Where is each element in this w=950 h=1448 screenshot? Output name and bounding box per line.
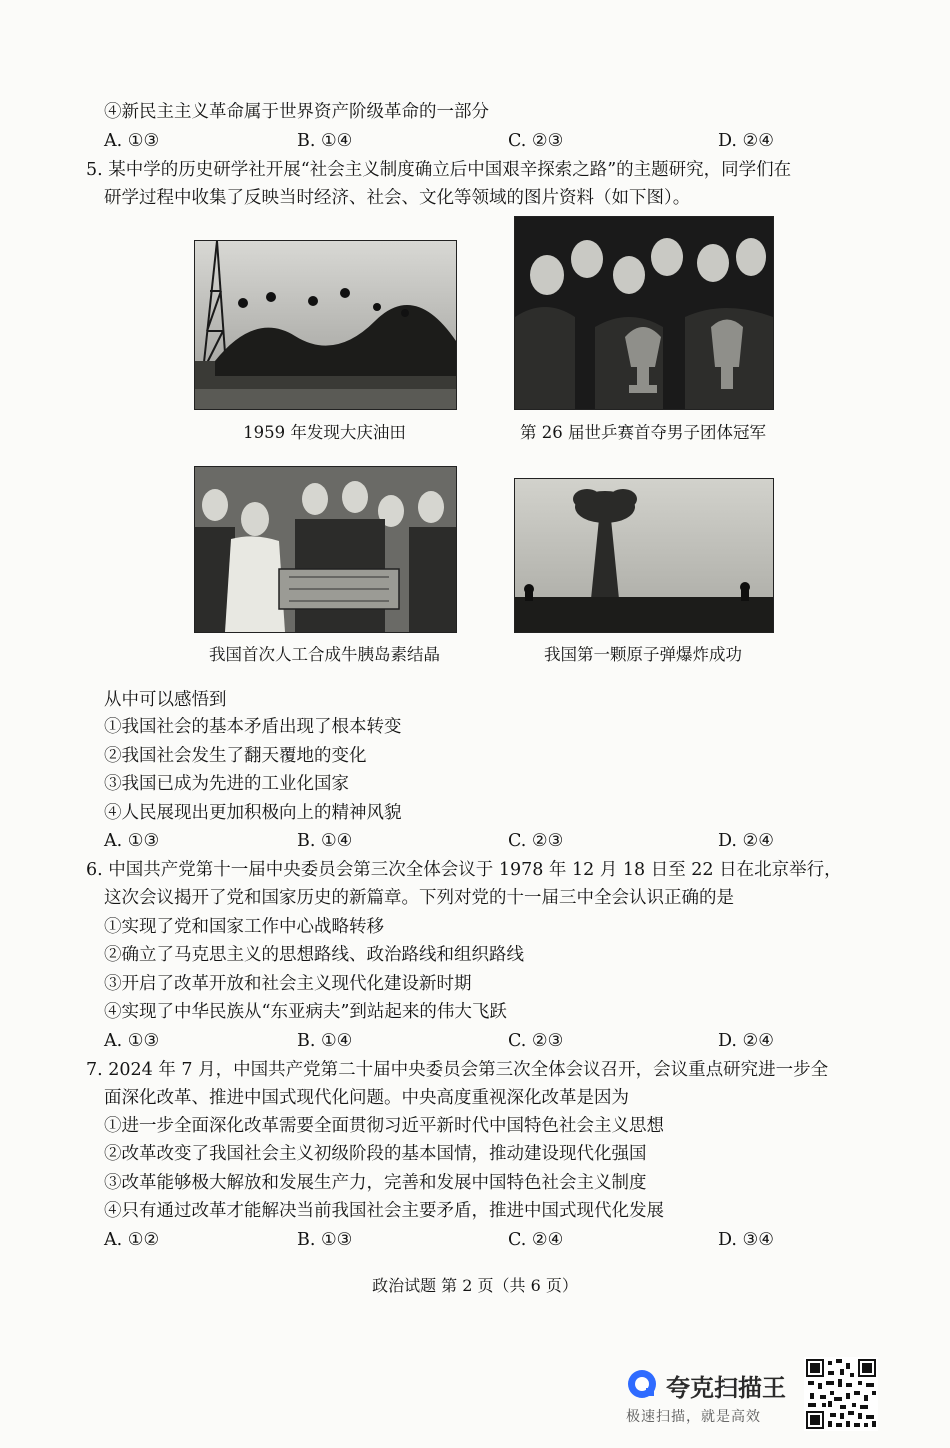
q5-item-2: ②我国社会发生了翻天覆地的变化 (104, 746, 367, 766)
page-footer: 政治试题 第 2 页（共 6 页） (372, 1276, 578, 1295)
oilfield-image (195, 241, 456, 409)
q4-option-a: A. ①③ (104, 131, 160, 151)
q7-option-b: B. ①③ (297, 1230, 353, 1250)
photo-daqing-oilfield (194, 240, 457, 410)
q5-item-1: ①我国社会的基本矛盾出现了根本转变 (104, 717, 402, 737)
q7-item-4: ④只有通过改革才能解决当前我国社会主要矛盾，推进中国式现代化发展 (104, 1201, 664, 1221)
q5-item-4: ④人民展现出更加积极向上的精神风貌 (104, 803, 402, 823)
q6-item-1: ①实现了党和国家工作中心战略转移 (104, 917, 384, 937)
photo-caption-3: 我国首次人工合成牛胰岛素结晶 (209, 645, 440, 664)
q4-option-d: D. ②④ (718, 131, 774, 151)
q6-item-2: ②确立了马克思主义的思想路线、政治路线和组织路线 (104, 945, 524, 965)
q6-option-c: C. ②③ (508, 1031, 564, 1051)
q4-option-b: B. ①④ (297, 131, 353, 151)
scanner-watermark (622, 1362, 802, 1432)
q7-item-3: ③改革能够极大解放和发展生产力，完善和发展中国特色社会主义制度 (104, 1173, 647, 1193)
table-tennis-image (515, 217, 773, 409)
q7-stem-line-2: 面深化改革、推进中国式现代化问题。中央高度重视深化改革是因为 (104, 1088, 629, 1108)
photo-caption-4: 我国第一颗原子弹爆炸成功 (544, 645, 742, 664)
insulin-image (195, 467, 456, 632)
q5-lead: 从中可以感悟到 (104, 690, 227, 710)
q6-stem-line-2: 这次会议揭开了党和国家历史的新篇章。下列对党的十一届三中全会认识正确的是 (104, 888, 734, 908)
q6-option-a: A. ①③ (104, 1031, 160, 1051)
q7-option-d: D. ③④ (718, 1230, 774, 1250)
q5-stem-line-2: 研学过程中收集了反映当时经济、社会、文化等领域的图片资料（如下图）。 (104, 188, 691, 208)
q5-option-c: C. ②③ (508, 831, 564, 851)
q7-option-a: A. ①② (104, 1230, 160, 1250)
photo-caption-1: 1959 年发现大庆油田 (243, 423, 406, 442)
q5-option-d: D. ②④ (718, 831, 774, 851)
q5-stem-line-1: 5. 某中学的历史研学社开展“社会主义制度确立后中国艰辛探索之路”的主题研究，同学们在 (86, 160, 792, 180)
brand-name: 夸克扫描王 (666, 1374, 786, 1402)
photo-atomic-bomb (514, 478, 774, 633)
photo-insulin-synthesis (194, 466, 457, 633)
q5-option-b: B. ①④ (297, 831, 353, 851)
q6-option-d: D. ②④ (718, 1031, 774, 1051)
photo-caption-2: 第 26 届世乒赛首夺男子团体冠军 (520, 423, 766, 442)
q7-option-c: C. ②④ (508, 1230, 564, 1250)
atomic-bomb-image (515, 479, 773, 632)
q5-item-3: ③我国已成为先进的工业化国家 (104, 774, 349, 794)
q6-item-4: ④实现了中华民族从“东亚病夫”到站起来的伟大飞跃 (104, 1002, 507, 1022)
q4-option-c: C. ②③ (508, 131, 564, 151)
brand-slogan: 极速扫描，就是高效 (626, 1409, 761, 1425)
q6-option-b: B. ①④ (297, 1031, 353, 1051)
q7-item-2: ②改革改变了我国社会主义初级阶段的基本国情，推动建设现代化强国 (104, 1144, 647, 1164)
q5-option-a: A. ①③ (104, 831, 160, 851)
photo-table-tennis-team (514, 216, 774, 410)
q6-stem-line-1: 6. 中国共产党第十一届中央委员会第三次全体会议于 1978 年 12 月 18 日至 22 日在北京举行， (86, 860, 842, 880)
qr-code-icon (804, 1357, 878, 1431)
q6-item-3: ③开启了改革开放和社会主义现代化建设新时期 (104, 974, 472, 994)
q7-item-1: ①进一步全面深化改革需要全面贯彻习近平新时代中国特色社会主义思想 (104, 1116, 664, 1136)
q4-item-4: ④新民主主义革命属于世界资产阶级革命的一部分 (104, 102, 489, 122)
q7-stem-line-1: 7. 2024 年 7 月，中国共产党第二十届中央委员会第三次全体会议召开，会议重点研究进一步全 (86, 1060, 829, 1080)
